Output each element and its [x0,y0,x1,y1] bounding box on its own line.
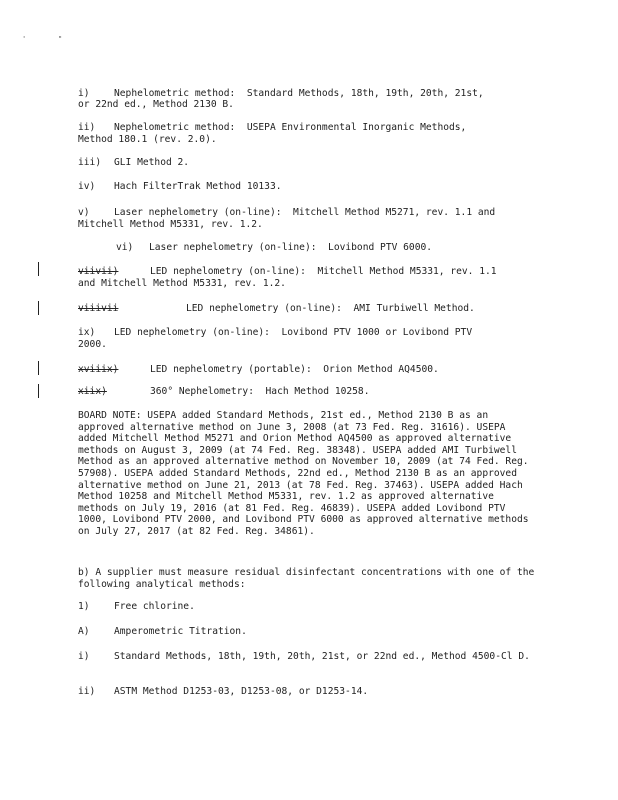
item-label: iii) [78,157,102,168]
item-text: Standard Methods, 18th, 19th, 20th, 21st, or 22nd ed., Method 4500-Cl D. [114,651,530,662]
list-item-continuation [78,219,263,231]
item-label: ii) [78,122,96,133]
scan-mark-1: ' [22,35,27,43]
item-label: xiix) [78,386,107,397]
item-label: v) [78,207,90,218]
item-text: Mitchell Method M5331, rev. 1.2. [78,219,263,230]
list-item [78,601,195,613]
scan-mark-2: " [58,35,63,43]
list-item [78,386,370,398]
item-text: Laser nephelometry (on-line): Mitchell Method M5271, rev. 1.1 and [114,207,496,218]
item-label: xviiix) [78,364,119,375]
list-item [78,122,466,134]
list-item-continuation [78,99,234,111]
item-text: LED nephelometry (on-line): AMI Turbiwell Method. [186,303,475,314]
item-text: LED nephelometry (portable): Orion Method AQ4500. [150,364,439,375]
item-label: iv) [78,181,96,192]
item-label: ii) [78,686,96,697]
list-item [78,686,368,698]
item-label: i) [78,88,90,99]
item-label: viivii) [78,266,119,277]
item-text: Nephelometric method: USEPA Environmental Inorganic Methods, [114,122,467,133]
item-text: Nephelometric method: Standard Methods, 18th, 19th, 20th, 21st, [114,88,484,99]
list-item [78,327,472,339]
list-item [78,207,495,219]
list-item [78,88,484,100]
list-item [78,626,247,638]
list-item [78,157,189,169]
item-label: 1) [78,601,90,612]
item-label: viiivii [78,303,119,314]
item-text: Amperometric Titration. [114,626,247,637]
list-item-continuation [78,339,107,351]
item-text: LED nephelometry (on-line): Mitchell Method M5331, rev. 1.1 [150,266,497,277]
item-text: ASTM Method D1253-03, D1253-08, or D1253-14. [114,686,369,697]
list-item [78,364,439,376]
list-item [116,242,432,254]
revision-bar [38,361,39,375]
revision-bar [38,262,39,276]
item-text: LED nephelometry (on-line): Lovibond PTV 1000 or Lovibond PTV [114,327,473,338]
list-item-continuation [78,134,217,146]
item-text: GLI Method 2. [114,157,190,168]
list-item [78,181,282,193]
revision-bar [38,384,39,398]
item-text: Method 180.1 (rev. 2.0). [78,134,217,145]
item-text: Laser nephelometry (on-line): Lovibond PTV 6000. [149,242,433,253]
item-label: ix) [78,327,96,338]
board-note: BOARD NOTE: USEPA added Standard Methods, 21st ed., Method 2130 B as an approved alternative method on June 3, 2008 (at 73 Fed. Reg. 31616). USEPA added Mitchell Method M5271 and Orion Method AQ4500 as approved alternative methods on August 3, 2009 (at 74 Fed. Reg. 38348). USEPA added AMI Turbiwell Method as an approved alternative method on November 10, 2009 (at 74 Fed. Reg. 57908). USEPA added Standard Methods, 22nd ed., Method 2130 B as an approved alternative method on June 21, 2013 (at 78 Fed. Reg. 37463). USEPA added Hach Method 10258 and Mitchell Method M5331, rev. 1.2 as approved alternative methods on July 19, 2016 (at 81 Fed. Reg. 46839). USEPA added Lovibond PTV 1000, Lovibond PTV 2000, and Lovibond PTV 6000 as approved alternative methods on July 27, 2017 (at 82 Fed. Reg. 34861). [78,410,529,537]
item-text: 2000. [78,339,107,350]
list-item [78,266,497,278]
item-label: vi) [116,242,134,253]
item-label: A) [78,626,90,637]
list-item-continuation [78,278,286,290]
list-item [78,651,536,663]
item-text: Hach FilterTrak Method 10133. [114,181,282,192]
paragraph-b: b) A supplier must measure residual disinfectant concentrations with one of the following analytical methods: [78,567,535,590]
item-text: or 22nd ed., Method 2130 B. [78,99,234,110]
item-text: 360° Nephelometry: Hach Method 10258. [150,386,370,397]
item-text: and Mitchell Method M5331, rev. 1.2. [78,278,286,289]
item-label: i) [78,651,90,662]
item-text: Free chlorine. [114,601,195,612]
revision-bar [38,301,39,315]
list-item [78,303,475,315]
